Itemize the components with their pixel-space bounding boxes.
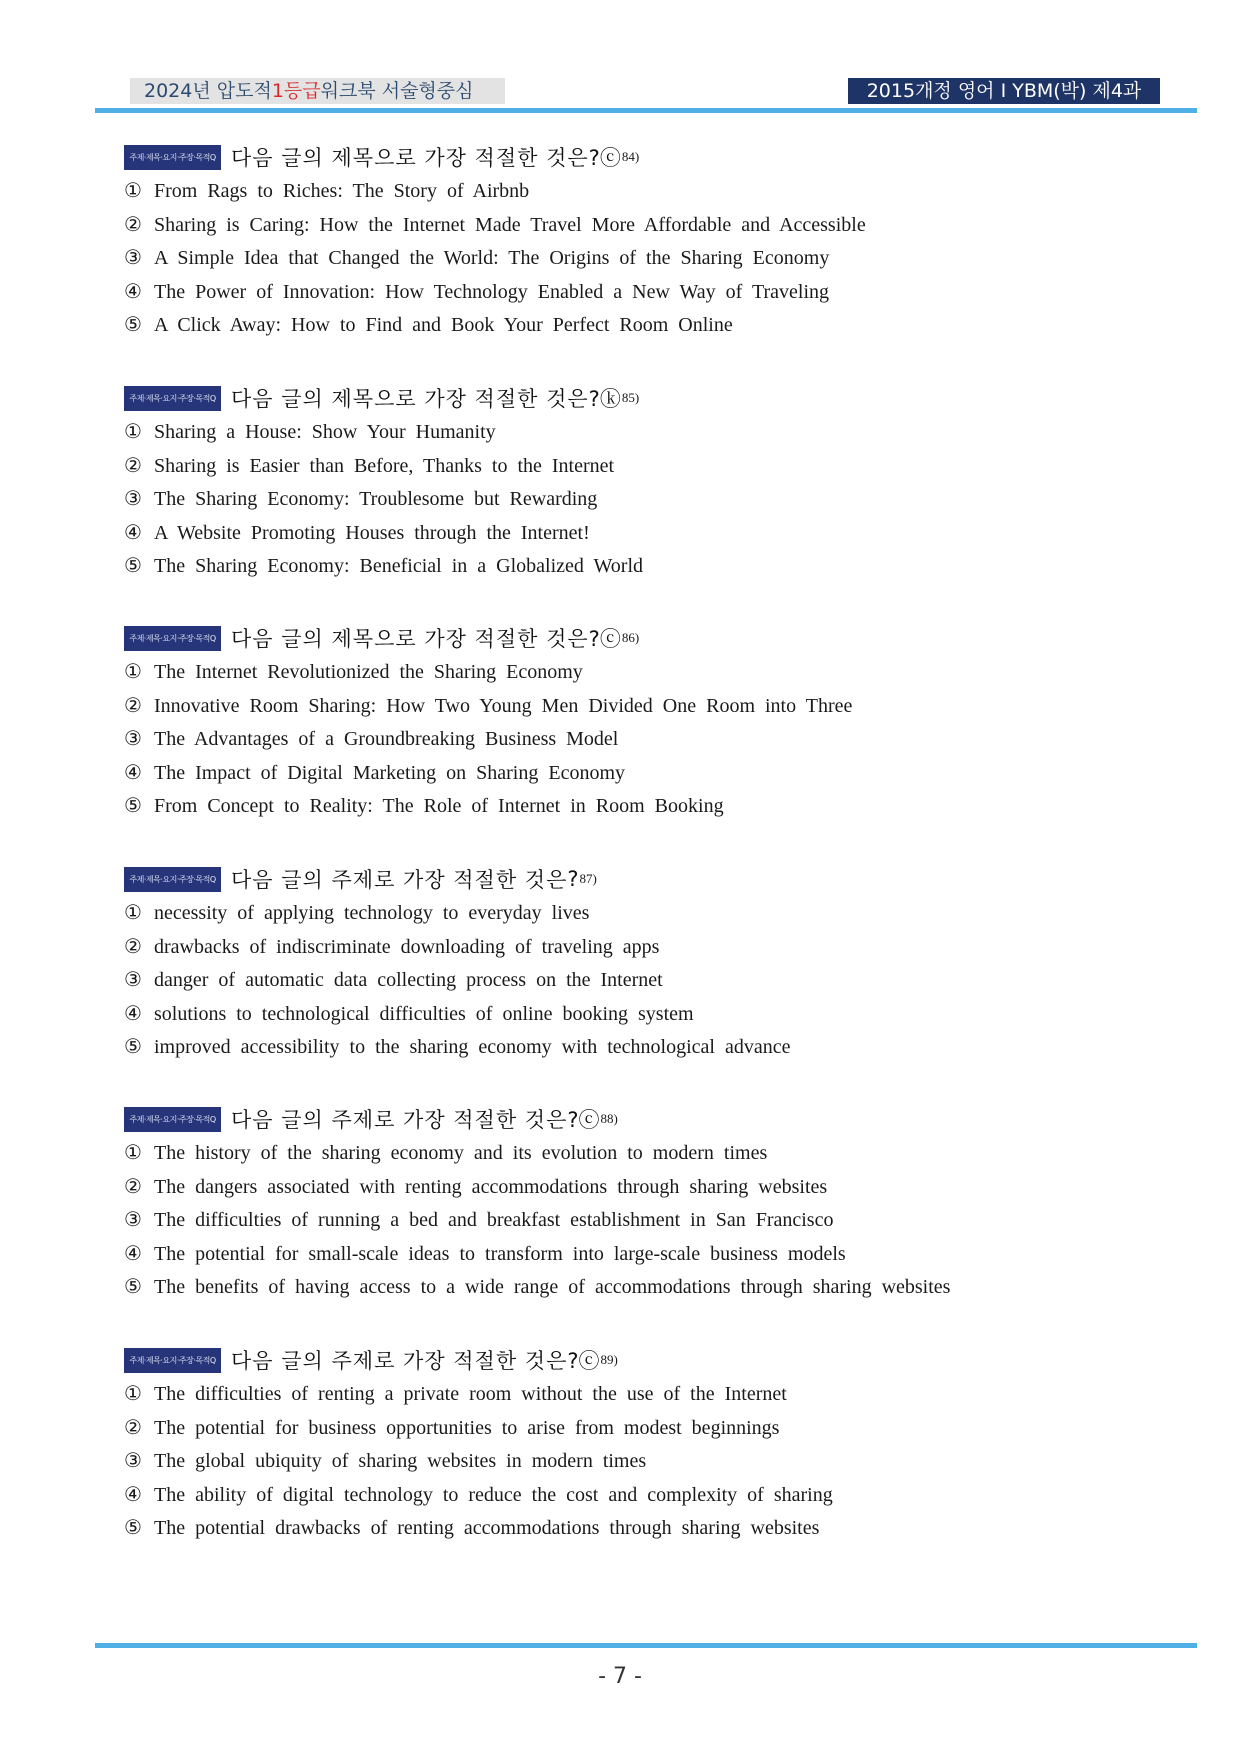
question-header	[124, 381, 1204, 415]
answer-option	[124, 963, 1204, 997]
question-mark: ?ⓒ	[588, 146, 621, 170]
footnote-number: 84)	[621, 149, 640, 164]
question-block	[124, 381, 1204, 583]
option-text: The ability of digital technology to reduce the cost and complexity of sharing	[154, 1483, 833, 1506]
option-text: The Power of Innovation: How Technology Enabled a New Way of Traveling	[154, 280, 830, 303]
option-text: The history of the sharing economy and its evolution to modern times	[154, 1142, 768, 1164]
question-mark: ?ⓒ	[588, 627, 621, 651]
question-header	[124, 621, 1204, 655]
page-number: - 7 -	[598, 1664, 642, 1689]
option-number: ②	[124, 692, 142, 717]
answer-option	[124, 756, 1204, 790]
answer-option	[124, 482, 1204, 516]
answer-option	[124, 722, 1204, 756]
option-text: The difficulties of renting a private room without the use of the Internet	[154, 1383, 787, 1405]
question-header	[124, 1343, 1204, 1377]
question-block	[124, 621, 1204, 823]
answer-option	[124, 415, 1204, 449]
question-prompt: 다음 글의 제목으로 가장 적절한 것은	[231, 627, 589, 651]
workbook-title	[130, 78, 505, 104]
answer-option	[124, 516, 1204, 550]
answer-option	[124, 241, 1204, 275]
option-text: drawbacks of indiscriminate downloading of traveling apps	[154, 935, 660, 958]
option-text: danger of automatic data collecting process on the Internet	[154, 969, 663, 991]
question-block	[124, 1343, 1204, 1545]
answer-option	[124, 1170, 1204, 1204]
option-text: The Internet Revolutionized the Sharing Economy	[154, 661, 583, 683]
option-number: ④	[124, 1240, 142, 1265]
option-number: ②	[124, 933, 142, 958]
answer-option	[124, 1444, 1204, 1478]
option-text: The Sharing Economy: Troublesome but Rewarding	[154, 488, 598, 510]
option-number: ④	[124, 1000, 142, 1025]
answer-option	[124, 1511, 1204, 1545]
answer-option	[124, 930, 1204, 964]
header-divider	[95, 108, 1197, 113]
question-prompt: 다음 글의 제목으로 가장 적절한 것은	[231, 387, 589, 411]
answer-option	[124, 275, 1204, 309]
workbook-title-suffix: 워크북 서술형중심	[320, 80, 474, 102]
workbook-title-prefix: 2024년 압도적	[144, 80, 272, 102]
option-number: ②	[124, 452, 142, 477]
question-type-badge: 주제·제목·요지·주장·목적Q	[124, 1107, 221, 1132]
course-label: 2015개정 영어 I YBM(박) 제4과	[848, 78, 1160, 104]
option-number: ④	[124, 519, 142, 544]
answer-option	[124, 1136, 1204, 1170]
option-text: The potential for small-scale ideas to transform into large-scale business models	[154, 1242, 846, 1265]
option-number: ①	[124, 419, 142, 443]
question-header	[124, 862, 1204, 896]
option-number: ②	[124, 1414, 142, 1439]
option-number: ③	[124, 1448, 142, 1472]
answer-option	[124, 1030, 1204, 1064]
option-number: ②	[124, 1173, 142, 1198]
option-text: The global ubiquity of sharing websites in modern times	[154, 1450, 647, 1472]
option-number: ③	[124, 245, 142, 269]
answer-option	[124, 1203, 1204, 1237]
answer-options	[124, 1377, 1204, 1545]
option-text: necessity of applying technology to everyday lives	[154, 902, 590, 924]
answer-option	[124, 997, 1204, 1031]
option-number: ①	[124, 178, 142, 202]
option-text: The potential drawbacks of renting accommodations through sharing websites	[154, 1517, 820, 1539]
option-text: The Sharing Economy: Beneficial in a Globalized World	[154, 555, 644, 577]
option-text: The Impact of Digital Marketing on Sharing Economy	[154, 761, 626, 784]
option-number: ⑤	[124, 1515, 142, 1539]
question-type-badge: 주제·제목·요지·주장·목적Q	[124, 145, 221, 170]
answer-option	[124, 1237, 1204, 1271]
footer-divider	[95, 1643, 1197, 1648]
answer-option	[124, 208, 1204, 242]
footnote-number: 87)	[579, 871, 597, 886]
answer-option	[124, 174, 1204, 208]
question-type-badge: 주제·제목·요지·주장·목적Q	[124, 867, 221, 892]
question-block	[124, 140, 1204, 342]
answer-option	[124, 1411, 1204, 1445]
question-type-badge: 주제·제목·요지·주장·목적Q	[124, 626, 221, 651]
question-mark: ?ⓚ	[588, 387, 621, 411]
answer-options	[124, 655, 1204, 823]
answer-option	[124, 449, 1204, 483]
option-number: ⑤	[124, 1034, 142, 1058]
option-number: ②	[124, 211, 142, 236]
answer-option	[124, 1377, 1204, 1411]
option-text: improved accessibility to the sharing economy with technological advance	[154, 1036, 791, 1058]
question-type-badge: 주제·제목·요지·주장·목적Q	[124, 386, 221, 411]
option-text: The potential for business opportunities to arise from modest beginnings	[154, 1416, 780, 1439]
answer-option	[124, 896, 1204, 930]
option-number: ③	[124, 486, 142, 510]
option-text: The benefits of having access to a wide range of accommodations through sharing websites	[154, 1276, 951, 1298]
option-number: ①	[124, 659, 142, 683]
question-prompt: 다음 글의 주제로 가장 적절한 것은	[231, 1108, 568, 1132]
option-number: ④	[124, 1481, 142, 1506]
option-text: Innovative Room Sharing: How Two Young Men Divided One Room into Three	[154, 694, 853, 717]
answer-option	[124, 1270, 1204, 1304]
question-mark: ?ⓒ	[567, 1349, 600, 1373]
answer-option	[124, 689, 1204, 723]
footnote-number: 85)	[621, 390, 640, 405]
option-number: ③	[124, 1207, 142, 1231]
option-text: The dangers associated with renting accommodations through sharing websites	[154, 1175, 828, 1198]
option-text: solutions to technological difficulties of online booking system	[154, 1002, 694, 1025]
option-number: ⑤	[124, 1274, 142, 1298]
option-number: ④	[124, 278, 142, 303]
option-number: ③	[124, 967, 142, 991]
answer-option	[124, 1478, 1204, 1512]
answer-option	[124, 789, 1204, 823]
option-text: The Advantages of a Groundbreaking Business Model	[154, 728, 619, 750]
question-block	[124, 1102, 1204, 1304]
option-text: Sharing a House: Show Your Humanity	[154, 421, 496, 443]
question-block	[124, 862, 1204, 1064]
answer-options	[124, 896, 1204, 1064]
answer-options	[124, 174, 1204, 342]
option-text: From Concept to Reality: The Role of Internet in Room Booking	[154, 795, 724, 817]
question-type-badge: 주제·제목·요지·주장·목적Q	[124, 1348, 221, 1373]
answer-option	[124, 308, 1204, 342]
question-prompt: 다음 글의 제목으로 가장 적절한 것은	[231, 146, 589, 170]
question-mark: ?ⓒ	[567, 1108, 600, 1132]
option-number: ⑤	[124, 553, 142, 577]
option-text: Sharing is Easier than Before, Thanks to the Internet	[154, 454, 615, 477]
question-header	[124, 1102, 1204, 1136]
option-number: ⑤	[124, 793, 142, 817]
question-header	[124, 140, 1204, 174]
option-number: ④	[124, 759, 142, 784]
option-text: A Simple Idea that Changed the World: The Origins of the Sharing Economy	[154, 247, 830, 269]
option-text: The difficulties of running a bed and breakfast establishment in San Francisco	[154, 1209, 834, 1231]
option-number: ③	[124, 726, 142, 750]
answer-option	[124, 655, 1204, 689]
question-prompt: 다음 글의 주제로 가장 적절한 것은	[231, 1349, 568, 1373]
option-text: A Click Away: How to Find and Book Your Perfect Room Online	[154, 314, 733, 336]
option-text: Sharing is Caring: How the Internet Made Travel More Affordable and Accessible	[154, 213, 866, 236]
answer-options	[124, 1136, 1204, 1304]
footnote-number: 89)	[600, 1352, 618, 1367]
option-number: ①	[124, 900, 142, 924]
answer-option	[124, 549, 1204, 583]
footnote-number: 86)	[621, 630, 640, 645]
question-prompt: 다음 글의 주제로 가장 적절한 것은	[231, 868, 568, 892]
option-number: ①	[124, 1381, 142, 1405]
question-mark: ?	[567, 867, 579, 891]
option-text: From Rags to Riches: The Story of Airbnb	[154, 180, 530, 202]
footnote-number: 88)	[600, 1111, 618, 1126]
option-number: ①	[124, 1140, 142, 1164]
option-text: A Website Promoting Houses through the Internet!	[154, 521, 590, 544]
option-number: ⑤	[124, 312, 142, 336]
workbook-title-accent: 1등급	[271, 80, 321, 102]
answer-options	[124, 415, 1204, 583]
